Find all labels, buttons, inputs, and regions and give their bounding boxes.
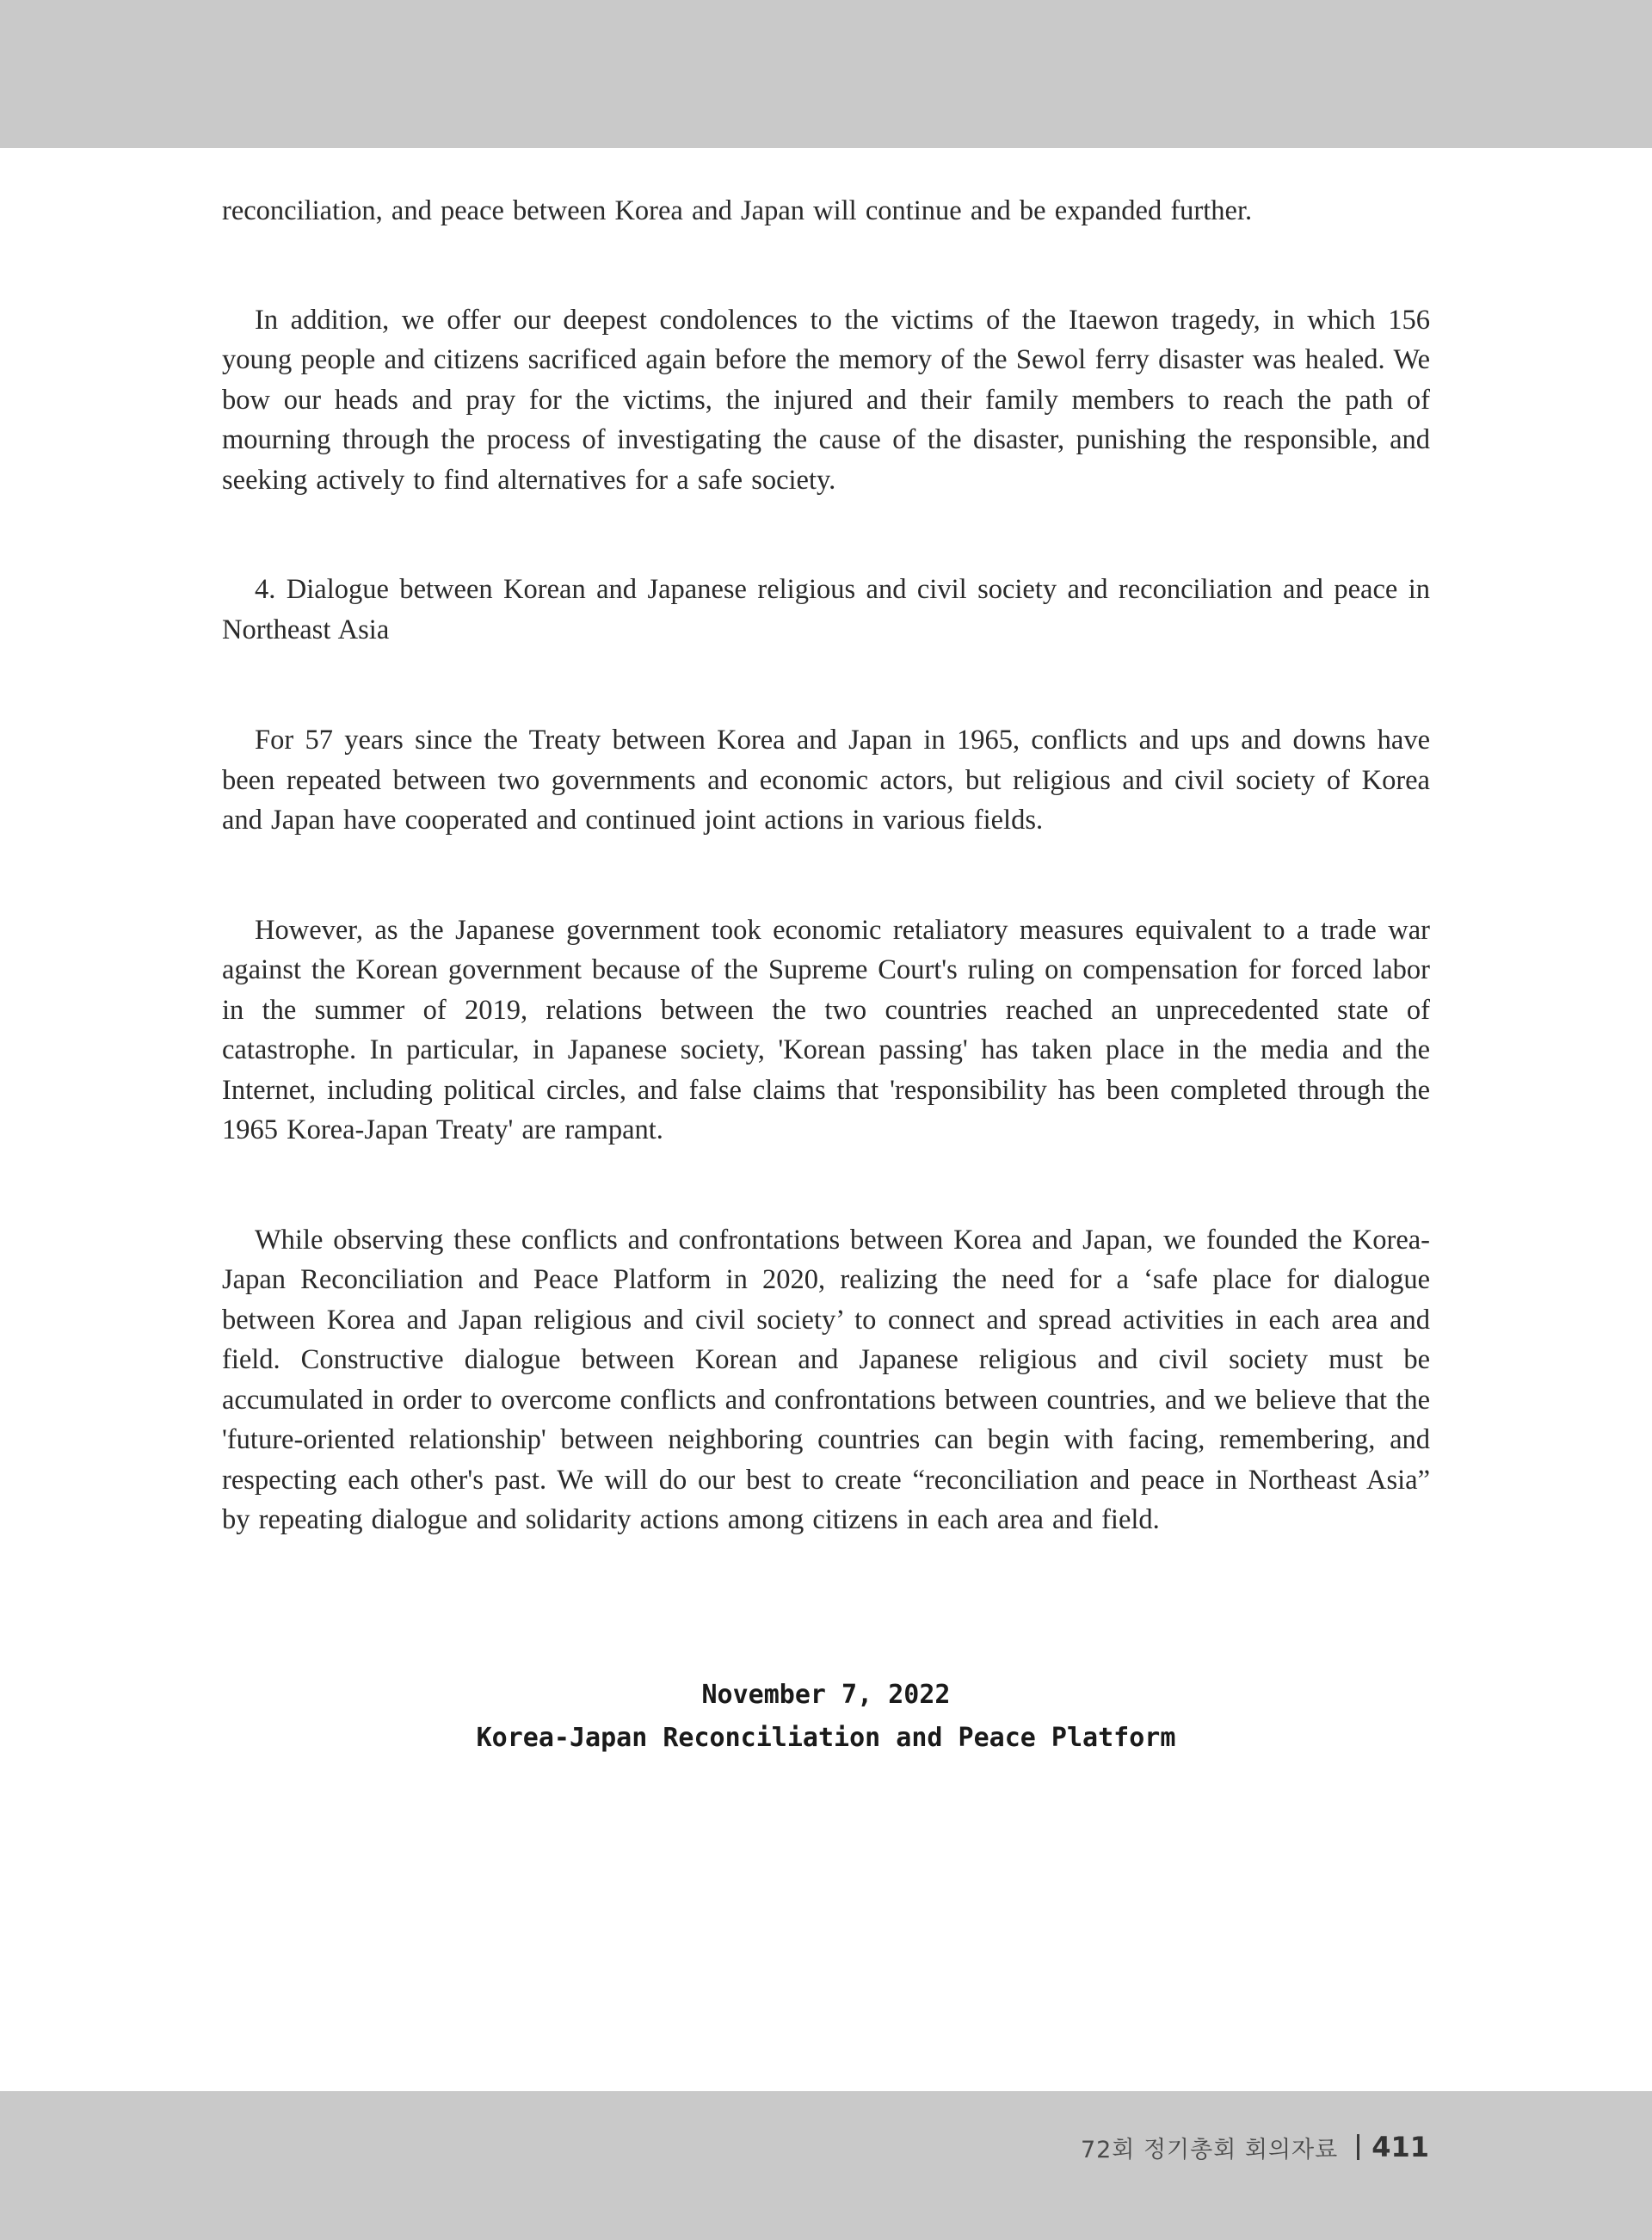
footer-label: 72회 정기총회 회의자료: [1080, 2136, 1339, 2163]
paragraph-retaliatory-measures: However, as the Japanese government took economic retaliatory measures equivalent to a trade war against the Korean government because of the Supreme Court's ruling on compensation for forced labor in the summer of 2019, relations between the two countries reached an unprecedented state of catastrophe. In particular, in Japanese society, 'Korean passing' has taken place in the media and the Internet, including political circles, and false claims that 'responsibility has been completed through the 1965 Korea-Japan Treaty' are rampant.: [222, 914, 1430, 1145]
signature-block: [0, 1674, 1652, 1760]
signature-organization: Korea-Japan Reconciliation and Peace Platform: [476, 1723, 1176, 1753]
page-number: 411: [1372, 2131, 1429, 2163]
page-footer: [1081, 2126, 1429, 2169]
footer-separator: [1357, 2134, 1359, 2160]
signature-date: November 7, 2022: [701, 1680, 951, 1710]
paragraph-treaty-history: For 57 years since the Treaty between Korea and Japan in 1965, conflicts and ups and downs have been repeated between two governments and economic actors, but religious and civil society of Korea and Japan have cooperated and continued joint actions in various fields.: [222, 725, 1430, 836]
document-body: [222, 191, 1430, 1540]
section-heading-4: 4. Dialogue between Korean and Japanese religious and civil society and reconciliation and peace in Northeast Asia: [222, 574, 1430, 645]
header-band: [0, 0, 1652, 148]
paragraph-platform-founding: While observing these conflicts and confrontations between Korea and Japan, we founded the Korea-Japan Reconciliation and Peace Platform in 2020, realizing the need for a ‘safe place for dialogue between Korea and Japan religious and civil society’ to connect and spread activities in each area and field. Constructive dialogue between Korean and Japanese religious and civil society must be accumulated in order to overcome conflicts and confrontations between countries, and we believe that the 'future-oriented relationship' between neighboring countries can begin with facing, remembering, and respecting each other's past. We will do our best to create “reconciliation and peace in Northeast Asia” by repeating dialogue and solidarity actions among citizens in each area and field.: [222, 1224, 1430, 1535]
paragraph-condolences: In addition, we offer our deepest condolences to the victims of the Itaewon tragedy, in which 156 young people and citizens sacrificed again before the memory of the Sewol ferry disaster was healed. We bow our heads and pray for the victims, the injured and their family members to reach the path of mourning through the process of investigating the cause of the disaster, punishing the responsible, and seeking actively to find alternatives for a safe society.: [222, 304, 1430, 496]
paragraph-continuation: reconciliation, and peace between Korea and Japan will continue and be expanded further.: [222, 195, 1253, 226]
